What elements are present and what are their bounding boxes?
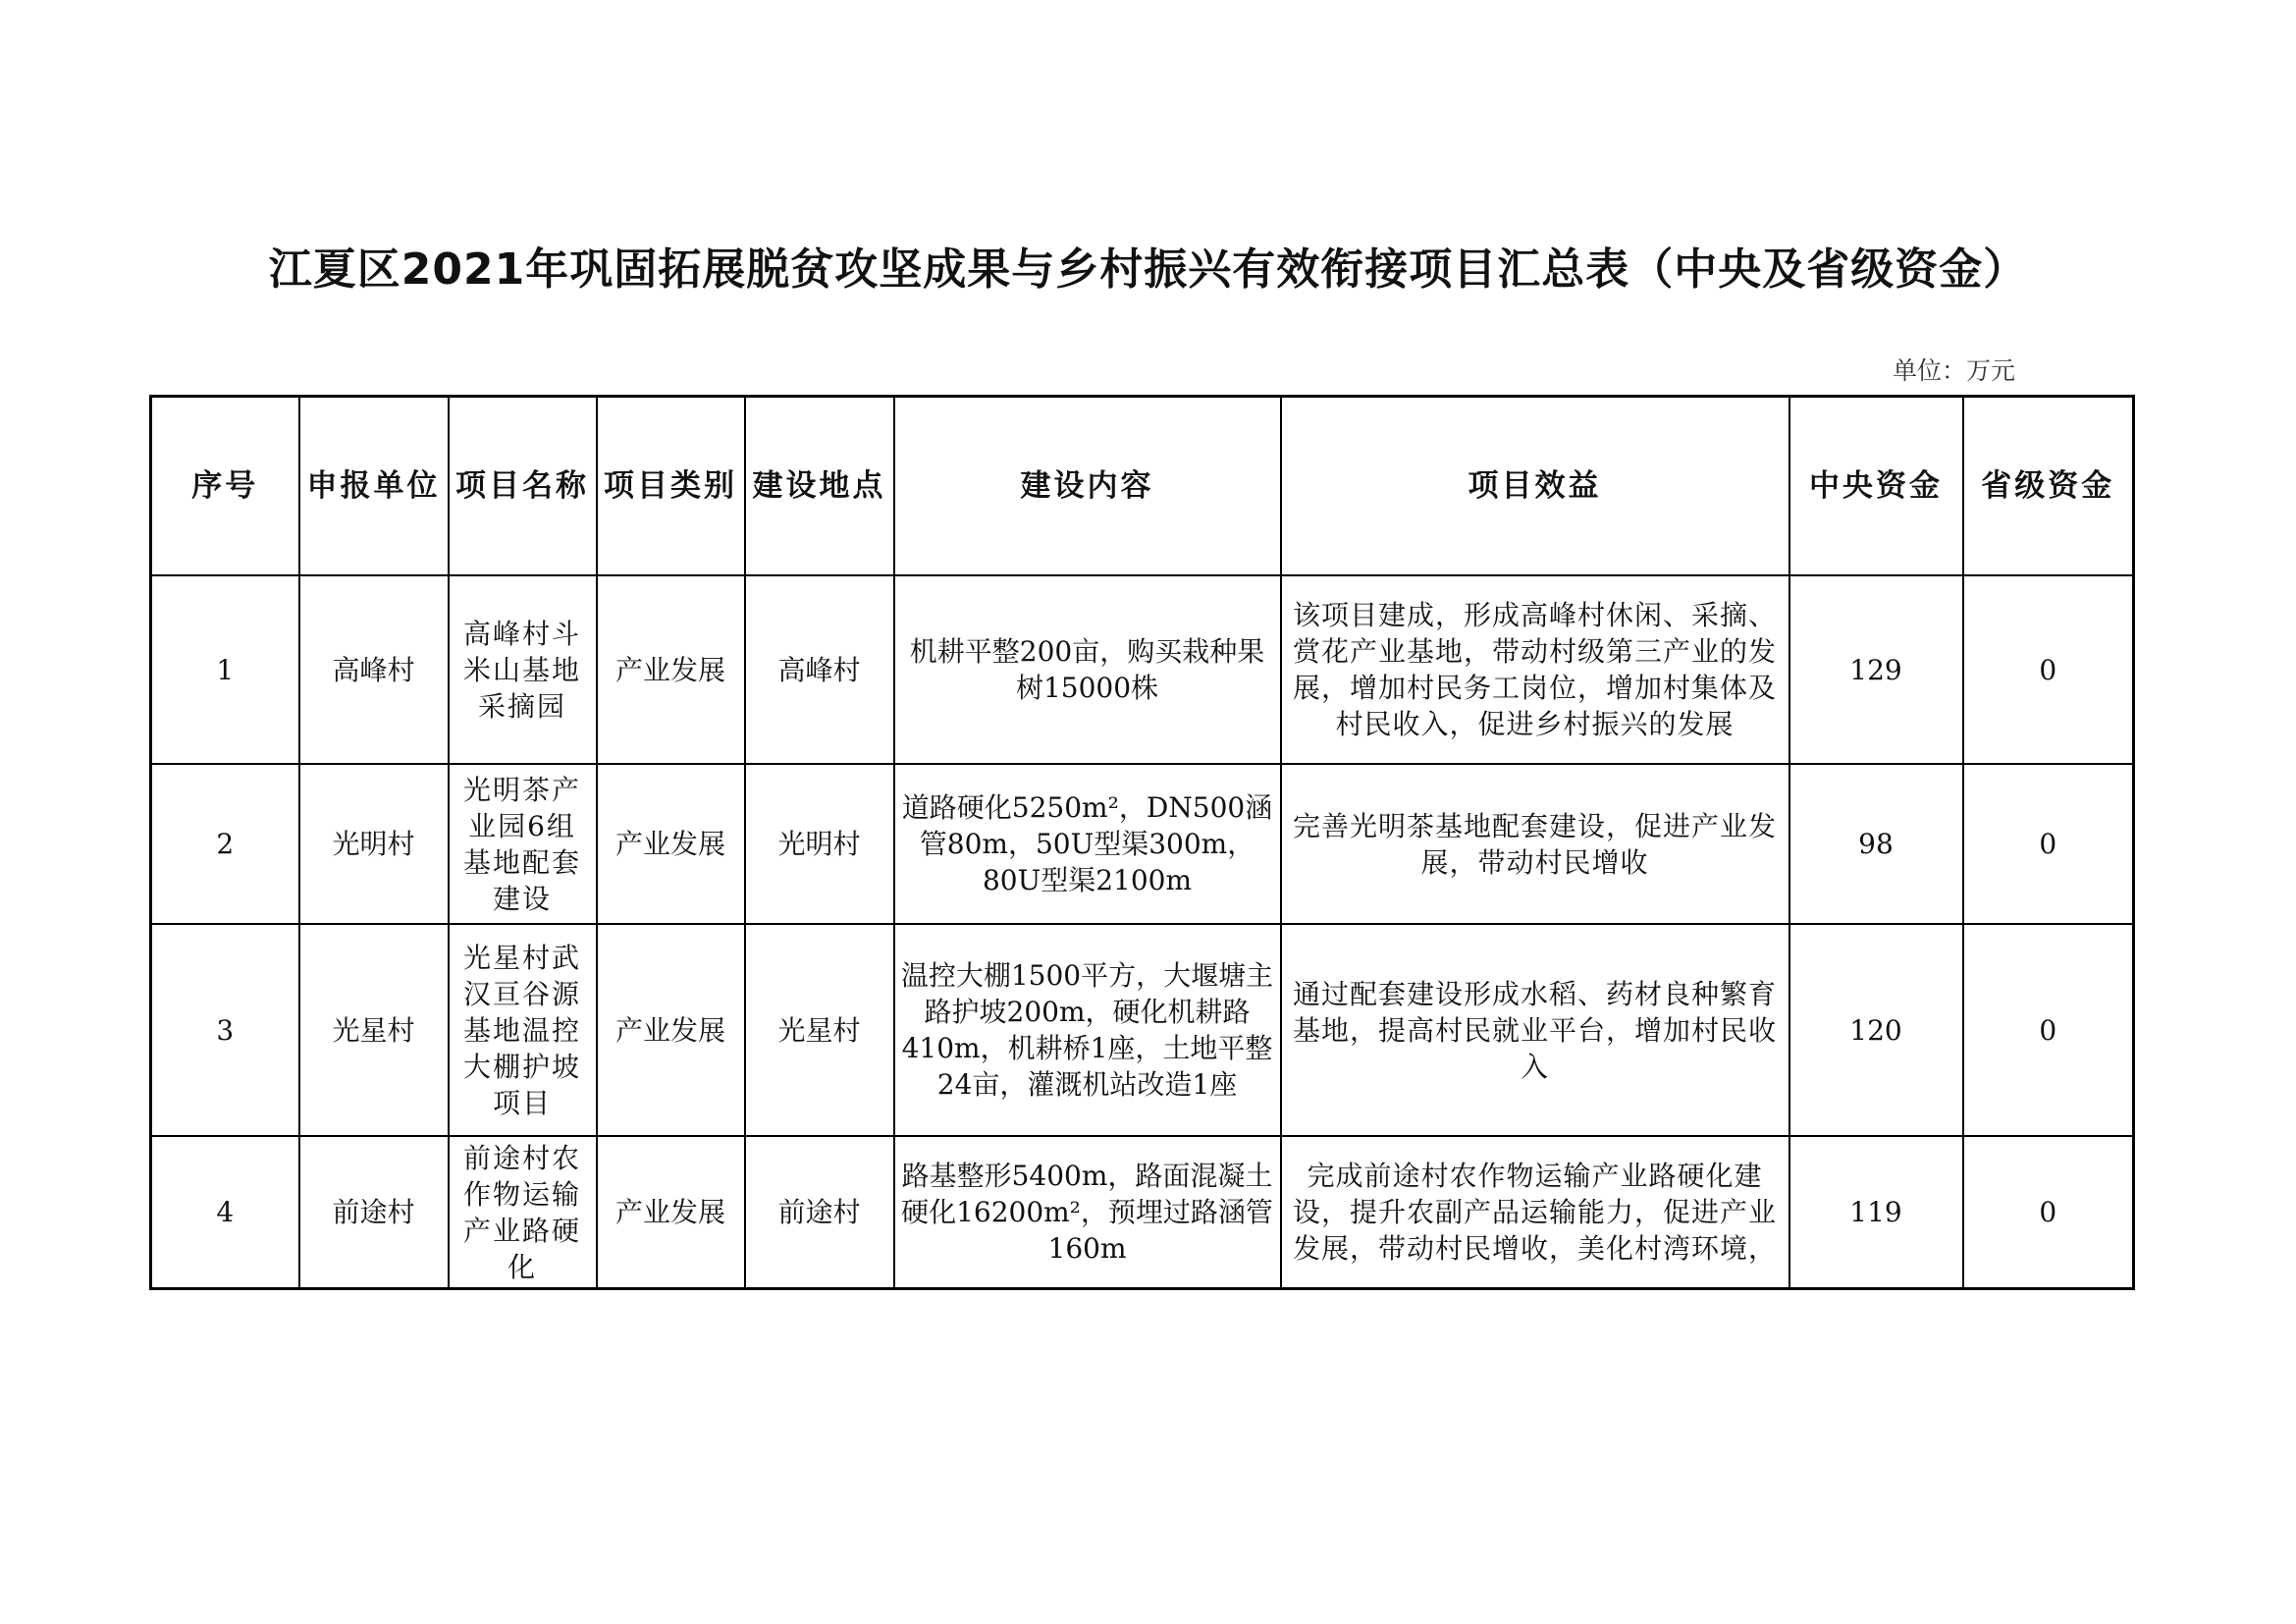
cell-category: 产业发展 — [597, 1136, 745, 1289]
cell-central-fund: 98 — [1789, 764, 1963, 924]
table-row — [151, 924, 2134, 1136]
cell-unit: 光星村 — [299, 924, 449, 1136]
header-provincial-fund: 省级资金 — [1963, 397, 2134, 576]
cell-provincial-fund: 0 — [1963, 575, 2134, 764]
cell-unit: 前途村 — [299, 1136, 449, 1289]
cell-central-fund: 120 — [1789, 924, 1963, 1136]
cell-seq: 4 — [151, 1136, 299, 1289]
cell-location: 光明村 — [745, 764, 894, 924]
cell-benefit: 通过配套建设形成水稻、药材良种繁育基地，提高村民就业平台，增加村民收入 — [1281, 924, 1789, 1136]
cell-unit: 高峰村 — [299, 575, 449, 764]
cell-benefit: 完成前途村农作物运输产业路硬化建设，提升农副产品运输能力，促进产业发展，带动村民增收，美化村湾环境， — [1281, 1136, 1789, 1289]
cell-name: 光星村武汉亘谷源基地温控大棚护坡项目 — [449, 924, 597, 1136]
project-summary-table — [149, 395, 2135, 1290]
unit-note: 单位：万元 — [1893, 356, 2016, 385]
cell-content: 路基整形5400m，路面混凝土硬化16200m²，预埋过路涵管160m — [894, 1136, 1281, 1289]
cell-provincial-fund: 0 — [1963, 1136, 2134, 1289]
cell-provincial-fund: 0 — [1963, 764, 2134, 924]
cell-content: 机耕平整200亩，购买栽种果树15000株 — [894, 575, 1281, 764]
cell-unit: 光明村 — [299, 764, 449, 924]
cell-location: 光星村 — [745, 924, 894, 1136]
cell-central-fund: 129 — [1789, 575, 1963, 764]
header-name: 项目名称 — [449, 397, 597, 576]
cell-category: 产业发展 — [597, 575, 745, 764]
header-central-fund: 中央资金 — [1789, 397, 1963, 576]
cell-name: 前途村农作物运输产业路硬化 — [449, 1136, 597, 1289]
header-row — [151, 397, 2134, 576]
table-row — [151, 764, 2134, 924]
cell-provincial-fund: 0 — [1963, 924, 2134, 1136]
header-seq: 序号 — [151, 397, 299, 576]
cell-benefit: 完善光明茶基地配套建设，促进产业发展，带动村民增收 — [1281, 764, 1789, 924]
cell-seq: 3 — [151, 924, 299, 1136]
cell-content: 道路硬化5250m²，DN500涵管80m，50U型渠300m，80U型渠2100m — [894, 764, 1281, 924]
header-benefit: 项目效益 — [1281, 397, 1789, 576]
cell-location: 前途村 — [745, 1136, 894, 1289]
cell-seq: 1 — [151, 575, 299, 764]
cell-central-fund: 119 — [1789, 1136, 1963, 1289]
cell-seq: 2 — [151, 764, 299, 924]
table-row — [151, 1136, 2134, 1289]
header-content: 建设内容 — [894, 397, 1281, 576]
cell-content: 温控大棚1500平方，大堰塘主路护坡200m，硬化机耕路410m，机耕桥1座，土地平整24亩，灌溉机站改造1座 — [894, 924, 1281, 1136]
cell-category: 产业发展 — [597, 924, 745, 1136]
cell-name: 光明茶产业园6组基地配套建设 — [449, 764, 597, 924]
cell-category: 产业发展 — [597, 764, 745, 924]
cell-name: 高峰村斗米山基地采摘园 — [449, 575, 597, 764]
document-title: 江夏区2021年巩固拓展脱贫攻坚成果与乡村振兴有效衔接项目汇总表（中央及省级资金） — [268, 244, 2028, 295]
header-location: 建设地点 — [745, 397, 894, 576]
header-category: 项目类别 — [597, 397, 745, 576]
cell-location: 高峰村 — [745, 575, 894, 764]
header-unit: 申报单位 — [299, 397, 449, 576]
cell-benefit: 该项目建成，形成高峰村休闲、采摘、赏花产业基地，带动村级第三产业的发展，增加村民务工岗位，增加村集体及村民收入，促进乡村振兴的发展 — [1281, 575, 1789, 764]
table-row — [151, 575, 2134, 764]
